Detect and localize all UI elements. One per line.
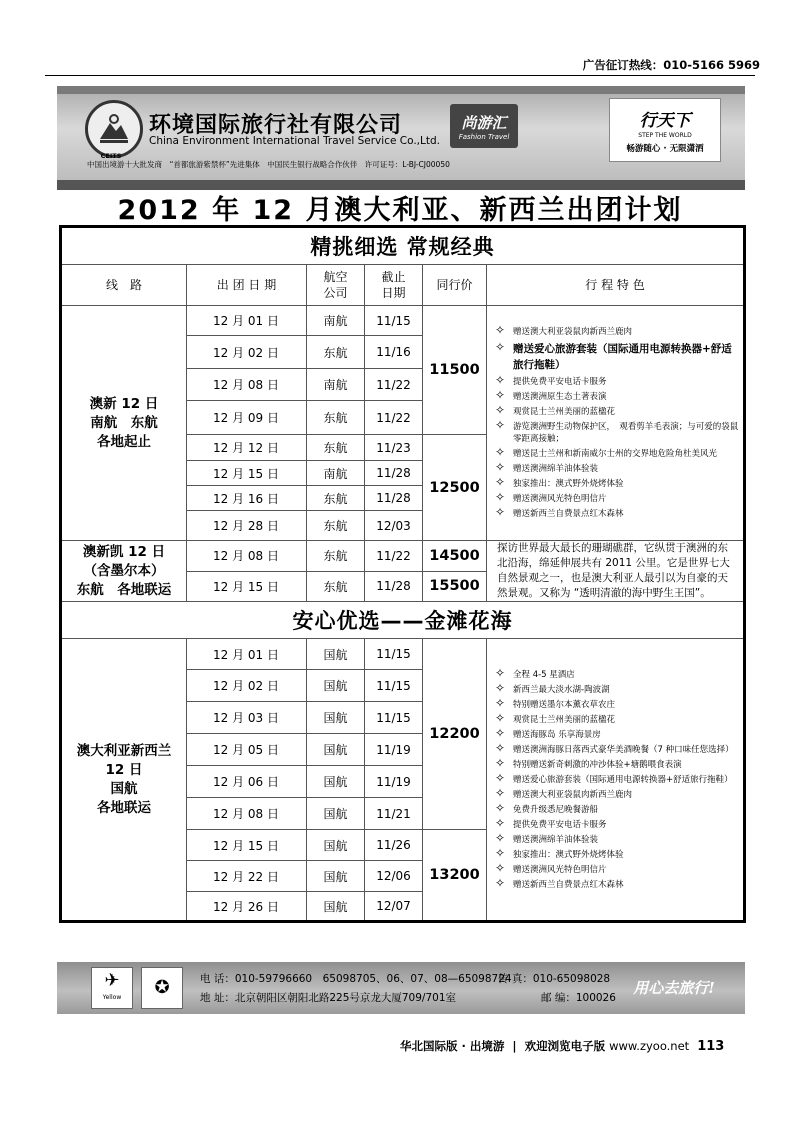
list-item: ✧ 特别赠送墨尔本薰衣草农庄 bbox=[495, 699, 739, 711]
airline-cell: 东航 bbox=[307, 435, 365, 461]
date-cell: 12 月 28 日 bbox=[187, 511, 307, 541]
list-item: ✧ 特别赠送新奇刺激的冲沙体验+塘鹅喂食表演 bbox=[495, 759, 739, 771]
table-row bbox=[61, 306, 745, 336]
ad-hotline: 广告征订热线：010-5166 5969 bbox=[582, 58, 760, 72]
list-item: ✧ 提供免费平安电话卡服务 bbox=[495, 376, 739, 388]
fashion-travel-logo bbox=[450, 104, 518, 148]
list-item: ✧ 独家推出：澳式野外烧烤体验 bbox=[495, 478, 739, 490]
route-text: 澳新 12 日 南航 东航 各地起止 bbox=[89, 395, 159, 450]
deadline-cell: 11/19 bbox=[365, 766, 423, 798]
list-item: ✧ 赠送新西兰自费景点红木森林 bbox=[495, 508, 739, 520]
deadline-cell: 11/26 bbox=[365, 830, 423, 861]
features-cell bbox=[487, 639, 745, 922]
list-item: ✧ 赠送澳洲海豚日落西式豪华美酒晚餐（7 种口味任您选择） bbox=[495, 744, 739, 756]
header-deadline bbox=[365, 265, 423, 306]
deadline-cell: 11/23 bbox=[365, 435, 423, 461]
seal-text: CEITS bbox=[100, 152, 122, 160]
airline-cell: 国航 bbox=[307, 830, 365, 861]
contact-fax: 传 真：010-65098028 bbox=[498, 973, 611, 985]
features-cell bbox=[487, 541, 745, 602]
date-cell: 12 月 05 日 bbox=[187, 734, 307, 766]
contact-phone: 电 话：010-59796660 65098705、06、07、08—65098724 bbox=[200, 973, 512, 985]
date-cell: 12 月 15 日 bbox=[187, 830, 307, 861]
airline-cell: 国航 bbox=[307, 766, 365, 798]
slogan: 用心去旅行! bbox=[633, 978, 715, 997]
deadline-cell: 11/28 bbox=[365, 486, 423, 511]
date-cell: 12 月 08 日 bbox=[187, 369, 307, 401]
brand-logo-cn: 行天下 bbox=[639, 111, 691, 131]
deadline-cell: 12/03 bbox=[365, 511, 423, 541]
brand-slogan: 畅游随心 · 无限潇洒 bbox=[626, 144, 704, 154]
date-cell: 12 月 06 日 bbox=[187, 766, 307, 798]
list-item: ✧ 赠送澳大利亚袋鼠肉新西兰鹿肉 bbox=[495, 326, 739, 338]
list-item: ✧ 赠送澳洲风光特色明信片 bbox=[495, 493, 739, 505]
airline-cell: 国航 bbox=[307, 892, 365, 922]
airline-cell: 南航 bbox=[307, 461, 365, 486]
fashion-logo-cn: 尚游汇 bbox=[461, 113, 507, 132]
deadline-cell: 11/15 bbox=[365, 639, 423, 670]
plane-icon: ✈ bbox=[104, 970, 120, 991]
airline-cell: 国航 bbox=[307, 734, 365, 766]
deadline-cell: 11/15 bbox=[365, 670, 423, 702]
list-item: ✧ 观赏昆士兰州美丽的蓝楹花 bbox=[495, 714, 739, 726]
features-cell bbox=[487, 306, 745, 541]
header-features: 行 程 特 色 bbox=[487, 265, 745, 306]
company-name-cn: 环境国际旅行社有限公司 bbox=[149, 113, 403, 138]
airline-cell: 国航 bbox=[307, 861, 365, 892]
date-cell: 12 月 02 日 bbox=[187, 336, 307, 369]
airline-cell: 东航 bbox=[307, 541, 365, 572]
separator: | bbox=[512, 1039, 517, 1053]
list-item: ✧ 赠送澳大利亚袋鼠肉新西兰鹿肉 bbox=[495, 789, 739, 801]
brand-logo-en: STEP THE WORLD bbox=[638, 132, 692, 139]
header-airline-text: 航空 公司 bbox=[323, 270, 348, 300]
airline-cell: 南航 bbox=[307, 369, 365, 401]
company-name-en: China Environment International Travel Service Co.,Ltd. bbox=[149, 135, 440, 147]
features-list bbox=[495, 669, 739, 891]
date-cell: 12 月 02 日 bbox=[187, 670, 307, 702]
list-item: ✧ 赠送澳洲绵羊油体验装 bbox=[495, 463, 739, 475]
date-cell: 12 月 22 日 bbox=[187, 861, 307, 892]
award-logo-icon: ✪ bbox=[141, 967, 183, 1009]
company-credentials: 中国出境游十大批发商 “首都旅游紫禁杯”先进集体 中国民生银行战略合作伙伴 许可证号：L-BJ-CJ00050 bbox=[87, 160, 450, 169]
airline-cell: 南航 bbox=[307, 306, 365, 336]
airline-cell: 国航 bbox=[307, 702, 365, 734]
list-item: ✧ 游览澳洲野生动物保护区， 观看剪羊毛表演；与可爱的袋鼠零距离接触； bbox=[495, 421, 739, 445]
fashion-logo-en: Fashion Travel bbox=[458, 132, 510, 141]
price-cell: 15500 bbox=[423, 571, 487, 602]
page-number: 113 bbox=[697, 1039, 725, 1054]
features-list bbox=[495, 326, 739, 520]
company-banner bbox=[57, 86, 745, 190]
page-title: 2012 年 12 月澳大利亚、新西兰出团计划 bbox=[117, 195, 683, 226]
airline-cell: 国航 bbox=[307, 670, 365, 702]
features-paragraph: 探访世界最大最长的珊瑚礁群，它纵贯于澳洲的东北沿海，绵延伸展共有 2011 公里。它是世界七大自然景观之一，也是澳大利亚人最引以为自豪的天然景观。又称为 “透明清澈的海中野生王国”。 bbox=[497, 542, 730, 599]
deadline-cell: 11/28 bbox=[365, 461, 423, 486]
date-cell: 12 月 15 日 bbox=[187, 571, 307, 602]
airline-cell: 东航 bbox=[307, 336, 365, 369]
deadline-cell: 11/22 bbox=[365, 401, 423, 435]
date-cell: 12 月 12 日 bbox=[187, 435, 307, 461]
route-text: 澳新凯 12 日 （含墨尔本） 东航 各地联运 bbox=[76, 543, 172, 598]
header-date: 出 团 日 期 bbox=[187, 265, 307, 306]
price-cell: 11500 bbox=[423, 306, 487, 435]
date-cell: 12 月 08 日 bbox=[187, 541, 307, 572]
price-cell: 12200 bbox=[423, 639, 487, 830]
list-item: ✧ 赠送澳洲风光特色明信片 bbox=[495, 864, 739, 876]
header-airline bbox=[307, 265, 365, 306]
route-cell bbox=[61, 306, 187, 541]
list-item: ✧ 赠送海豚岛 乐享海景房 bbox=[495, 729, 739, 741]
list-item: ✧ 免费升级悉尼晚餐游船 bbox=[495, 804, 739, 816]
airline-cell: 国航 bbox=[307, 639, 365, 670]
deadline-cell: 12/07 bbox=[365, 892, 423, 922]
header-deadline-text: 截止 日期 bbox=[381, 270, 406, 300]
price-cell: 14500 bbox=[423, 541, 487, 572]
deadline-cell: 11/21 bbox=[365, 798, 423, 830]
date-cell: 12 月 01 日 bbox=[187, 639, 307, 670]
tour-schedule-table bbox=[59, 225, 746, 923]
route-text: 澳大利亚新西兰 12 日 国航 各地联运 bbox=[76, 742, 172, 816]
date-cell: 12 月 03 日 bbox=[187, 702, 307, 734]
deadline-cell: 11/22 bbox=[365, 369, 423, 401]
company-logo-icon bbox=[85, 100, 143, 158]
price-cell: 13200 bbox=[423, 830, 487, 922]
deadline-cell: 11/15 bbox=[365, 306, 423, 336]
date-cell: 12 月 09 日 bbox=[187, 401, 307, 435]
browse-label: 欢迎浏览电子版 bbox=[524, 1039, 606, 1053]
date-cell: 12 月 15 日 bbox=[187, 461, 307, 486]
date-cell: 12 月 26 日 bbox=[187, 892, 307, 922]
banner-stripe bbox=[57, 86, 745, 94]
list-item: ✧ 赠送爱心旅游套装（国际通用电源转换器+舒适旅行拖鞋） bbox=[495, 341, 739, 373]
contact-postcode: 邮 编：100026 bbox=[541, 992, 616, 1004]
airline-cell: 东航 bbox=[307, 401, 365, 435]
list-item: ✧ 独家推出：澳式野外烧烤体验 bbox=[495, 849, 739, 861]
edition-label: 华北国际版 · 出境游 bbox=[400, 1039, 505, 1053]
partner-logo-text: Yellow bbox=[102, 994, 122, 1001]
section-title: 精挑细选 常规经典 bbox=[61, 227, 745, 265]
top-rule bbox=[45, 75, 755, 76]
brand-logo bbox=[609, 98, 721, 162]
contact-address: 地 址：北京朝阳区朝阳北路225号京龙大厦709/701室 bbox=[200, 992, 456, 1004]
deadline-cell: 11/19 bbox=[365, 734, 423, 766]
list-item: ✧ 全程 4-5 星酒店 bbox=[495, 669, 739, 681]
list-item: ✧ 赠送澳洲绵羊油体验装 bbox=[495, 834, 739, 846]
header-price: 同行价 bbox=[423, 265, 487, 306]
deadline-cell: 11/15 bbox=[365, 702, 423, 734]
page-footer bbox=[400, 1038, 724, 1054]
contact-bar bbox=[57, 962, 745, 1014]
list-item: ✧ 提供免费平安电话卡服务 bbox=[495, 819, 739, 831]
list-item: ✧ 观赏昆士兰州美丽的蓝楹花 bbox=[495, 406, 739, 418]
list-item: ✧ 新西兰最大淡水湖-陶波湖 bbox=[495, 684, 739, 696]
deadline-cell: 11/22 bbox=[365, 541, 423, 572]
airline-cell: 东航 bbox=[307, 571, 365, 602]
date-cell: 12 月 08 日 bbox=[187, 798, 307, 830]
airline-cell: 东航 bbox=[307, 511, 365, 541]
route-cell bbox=[61, 639, 187, 922]
table-row bbox=[61, 639, 745, 670]
header-route: 线 路 bbox=[61, 265, 187, 306]
list-item: ✧ 赠送昆士兰州和新南威尔士州的交界地危险角杜美风光 bbox=[495, 448, 739, 460]
date-cell: 12 月 01 日 bbox=[187, 306, 307, 336]
list-item: ✧ 赠送澳洲原生态土著表演 bbox=[495, 391, 739, 403]
price-cell: 12500 bbox=[423, 435, 487, 541]
date-cell: 12 月 16 日 bbox=[187, 486, 307, 511]
airline-cell: 东航 bbox=[307, 486, 365, 511]
table-row bbox=[61, 541, 745, 572]
list-item: ✧ 赠送新西兰自费景点红木森林 bbox=[495, 879, 739, 891]
partner-logo-icon bbox=[91, 967, 133, 1009]
section-title: 安心优选——金滩花海 bbox=[61, 602, 745, 639]
table-header-row bbox=[61, 265, 745, 306]
deadline-cell: 11/28 bbox=[365, 571, 423, 602]
airline-cell: 国航 bbox=[307, 798, 365, 830]
route-cell bbox=[61, 541, 187, 602]
deadline-cell: 11/16 bbox=[365, 336, 423, 369]
website-link[interactable]: www.zyoo.net bbox=[609, 1039, 690, 1053]
deadline-cell: 12/06 bbox=[365, 861, 423, 892]
list-item: ✧ 赠送爱心旅游套装（国际通用电源转换器+舒适旅行拖鞋） bbox=[495, 774, 739, 786]
